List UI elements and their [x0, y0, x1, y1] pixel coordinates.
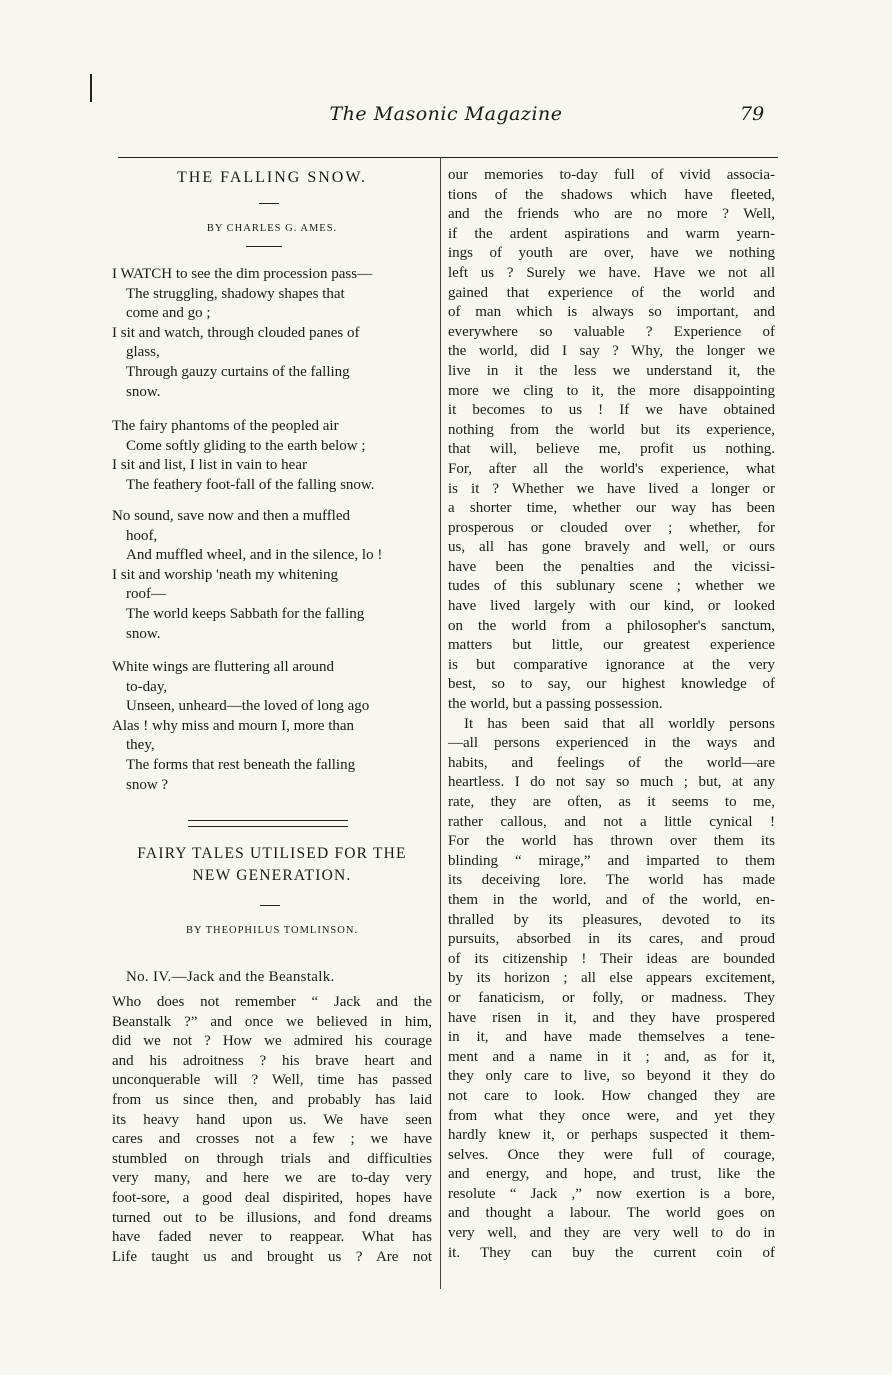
article-byline: BY THEOPHILUS TOMLINSON. [185, 925, 359, 936]
text-line: best, so to say, our highest knowledge of [448, 676, 775, 693]
text-line: —all persons experienced in the ways and [448, 735, 775, 752]
column-divider [440, 157, 441, 1289]
text-line: heartless. I do not say so much ; but, at any [448, 774, 775, 791]
text-line: very well, and they are very well to do in [448, 1225, 775, 1242]
poem-line: snow ? [126, 776, 169, 793]
poem-line: snow. [126, 383, 161, 400]
text-line: is but comparative ignorance at the very [448, 656, 775, 673]
poem-line: And muffled wheel, and in the silence, lo ! [126, 547, 383, 564]
poem-line: White wings are fluttering all around [112, 659, 335, 675]
article-body-right [448, 166, 775, 1263]
text-line: left us ? Surely we have. Have we not all [448, 264, 775, 281]
poem-line: The forms that rest beneath the falling [126, 756, 356, 773]
poem-line: to-day, [126, 678, 168, 695]
text-line: selves. Once they were full of courage, [448, 1146, 775, 1163]
article-title-rule [260, 905, 280, 906]
running-header-title: The Masonic Magazine [329, 103, 563, 125]
text-line: of man which is always so important, and [448, 304, 775, 321]
poem-line: The struggling, shadowy shapes that [126, 285, 345, 302]
text-line: and thought a labour. The world goes on [448, 1205, 775, 1222]
text-line: prosperous or clouded over ; whether, for [448, 519, 775, 536]
poem-line: come and go ; [126, 305, 211, 322]
text-line: from what they once were, and yet they [448, 1107, 775, 1124]
poem-byline: BY CHARLES G. AMES. [206, 223, 338, 234]
text-line: everywhere so valuable ? Experience of [448, 323, 775, 340]
text-line: matters but little, our greatest experience [448, 637, 775, 654]
text-line: pursuits, absorbed in its cares, and proud [448, 931, 775, 948]
text-line: us, all has gone bravely and well, or ours [448, 539, 775, 556]
text-line: foot-sore, a good deal dispirited, hopes have [112, 1189, 432, 1206]
poem-stanza-1 [112, 265, 432, 402]
article-title [112, 843, 432, 887]
text-line: have been the penalties and the vicissi- [448, 558, 775, 575]
text-line: have faded never to reappear. What has [112, 1229, 432, 1246]
page-number: 79 [740, 103, 765, 125]
text-line: have risen in it, and they have prospered [448, 1009, 775, 1026]
margin-mark [90, 74, 92, 102]
poem-line: Unseen, unheard—the loved of long ago [126, 698, 370, 715]
text-line: tions of the shadows which have fleeted, [448, 186, 775, 203]
poem-stanza-4 [112, 658, 432, 795]
text-line: thralled by its pleasures, devoted to its [448, 911, 775, 928]
text-line: have lived largely with our kind, or looked [448, 598, 775, 615]
text-line: blinding “ mirage,” and imparted to them [448, 852, 775, 869]
text-line: its deceiving lore. The world has made [448, 872, 775, 889]
text-line: Who does not remember “ Jack and the [112, 994, 432, 1010]
article-subheading: No. IV.—Jack and the Beanstalk. [126, 969, 335, 985]
poem-line: Alas ! why miss and mourn I, more than [112, 717, 355, 734]
text-line: of its citizenship ! Their ideas are bounded [448, 950, 775, 967]
poem-line: The feathery foot-fall of the falling snow. [126, 476, 375, 493]
poem-line: I sit and worship 'neath my whitening [112, 566, 339, 583]
text-line: on the world from a philosopher's sanctum, [448, 617, 775, 634]
text-line: tudes of this sublunary scene ; whether we [448, 578, 775, 595]
poem-line: I sit and watch, through clouded panes of [112, 324, 360, 341]
text-line: nothing from the world but its experience, [448, 421, 775, 438]
text-line: For, after all the world's experience, what [448, 460, 775, 477]
text-line: that will, believe me, profit us nothing. [448, 441, 775, 458]
text-line: habits, and feelings of the world—are [448, 754, 775, 771]
text-line: It has been said that all worldly persons [464, 715, 775, 732]
poem-line: snow. [126, 625, 161, 642]
poem-line: hoof, [126, 527, 158, 544]
poem-line: I sit and list, I list in vain to hear [112, 457, 307, 474]
poem-title: THE FALLING SNOW. [177, 169, 367, 186]
text-line: ment and a name in it ; and, as for it, [448, 1048, 775, 1065]
text-line: unconquerable will ? Well, time has passed [112, 1072, 432, 1089]
text-line: gained that experience of the world and [448, 284, 775, 301]
text-line: by its horizon ; all else appears excitement, [448, 970, 775, 987]
poem-line: The fairy phantoms of the peopled air [112, 418, 339, 434]
text-line: cares and crosses not a few ; we have [112, 1131, 432, 1148]
text-line: Beanstalk ?” and once we believed in him, [112, 1013, 432, 1030]
article-title-line-1: FAIRY TALES UTILISED FOR THE [137, 845, 407, 862]
text-line: from us since then, and probably has laid [112, 1091, 432, 1108]
poem-byline-rule [246, 246, 282, 247]
text-line: and the friends who are no more ? Well, [448, 206, 775, 223]
text-line: For the world has thrown over them its [448, 833, 775, 850]
text-line: they only care to live, so beyond it they do [448, 1068, 775, 1085]
text-line: live in it the less we understand it, the [448, 362, 775, 379]
text-line: our memories to-day full of vivid associa- [448, 167, 775, 183]
poem-line: glass, [126, 344, 160, 361]
header-rule [118, 157, 778, 158]
section-double-rule [188, 820, 348, 827]
text-line: it becomes to us ! If we have obtained [448, 402, 775, 419]
text-line: ings of youth are over, have we nothing [448, 245, 775, 262]
text-line: more we cling to it, the more disappointing [448, 382, 775, 399]
text-line: very many, and here we are to-day very [112, 1170, 432, 1187]
text-line: in it, and have made themselves a tene- [448, 1029, 775, 1046]
text-line: the world, but a passing possession. [448, 696, 663, 713]
poem-line: roof— [126, 586, 166, 603]
poem-line: they, [126, 737, 155, 754]
text-line: did we not ? How we admired his courage [112, 1033, 432, 1050]
text-line: the world, did I say ? Why, the longer we [448, 343, 775, 360]
text-line: turned out to be illusions, and fond dreams [112, 1209, 432, 1226]
poem-stanza-2 [112, 417, 432, 495]
text-line: and energy, and hope, and trust, like the [448, 1166, 775, 1183]
poem-title-rule [259, 203, 279, 204]
article-title-line-2: NEW GENERATION. [192, 867, 352, 884]
text-line: hardly knew it, or perhaps suspected it them- [448, 1127, 775, 1144]
text-line: it. They can buy the current coin of [448, 1244, 775, 1261]
poem-line: I WATCH to see the dim procession pass— [112, 266, 373, 282]
text-line: rate, they are often, as it seems to me, [448, 794, 775, 810]
text-line: stumbled on through trials and difficulties [112, 1150, 432, 1167]
text-line: a shorter time, whether our way has been [448, 500, 775, 517]
text-line: Life taught us and brought us ? Are not [112, 1248, 432, 1265]
article-body-left [112, 993, 432, 1267]
text-line: or fanaticism, or folly, or madness. They [448, 989, 775, 1006]
poem-line: Come softly gliding to the earth below ; [126, 437, 366, 454]
poem-line: No sound, save now and then a muffled [112, 508, 351, 524]
text-line: not care to look. How changed they are [448, 1087, 775, 1104]
text-line: its heavy hand upon us. We have seen [112, 1111, 432, 1128]
text-line: them in the world, and of the world, en- [448, 891, 775, 908]
poem-line: Through gauzy curtains of the falling [126, 363, 350, 380]
text-line: resolute “ Jack ,” now exertion is a bore, [448, 1185, 775, 1202]
text-line: and his adroitness ? his brave heart and [112, 1052, 432, 1069]
poem-stanza-3 [112, 507, 432, 644]
text-line: rather callous, and not a little cynical ! [448, 813, 775, 830]
poem-line: The world keeps Sabbath for the falling [126, 605, 365, 622]
text-line: is it ? Whether we have lived a longer or [448, 480, 775, 497]
text-line: if the ardent aspirations and warm yearn- [448, 225, 775, 242]
